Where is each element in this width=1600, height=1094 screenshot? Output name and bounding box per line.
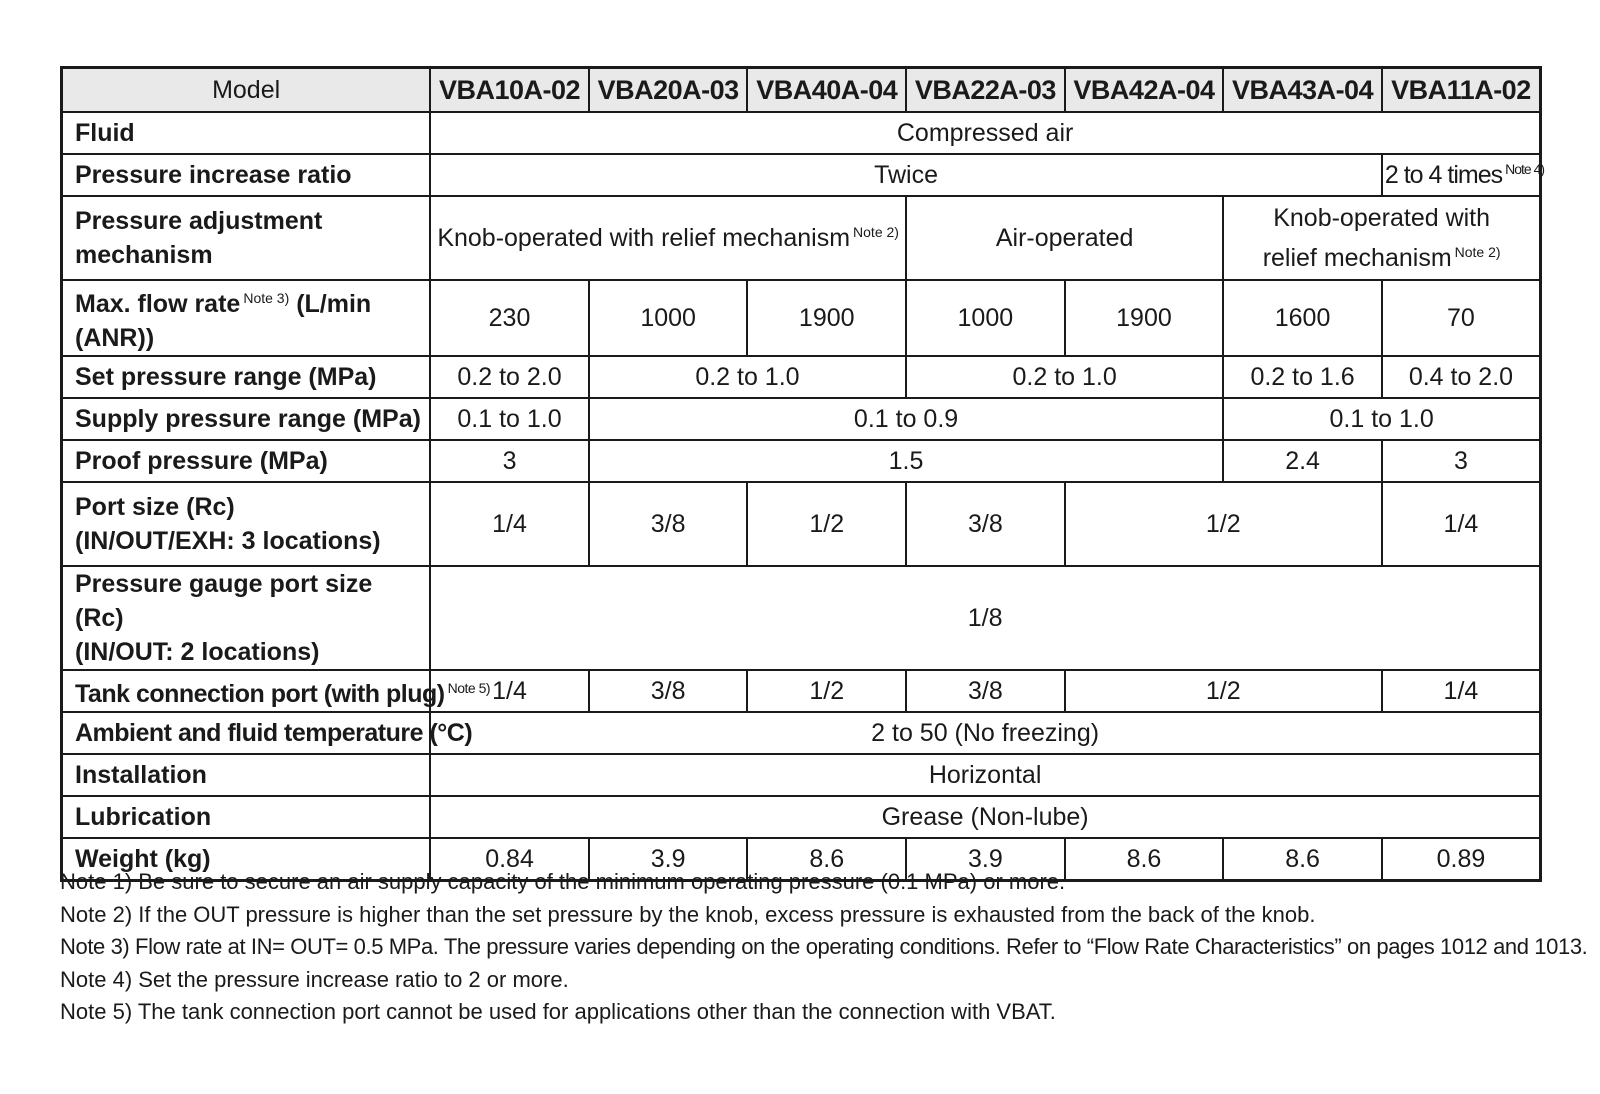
cell-text-line1: Knob-operated with [1273,204,1491,232]
table-cell: 3/8 [906,482,1065,566]
label-line1: Port size (Rc) [75,493,235,521]
table-cell: 2 to 50 (No freezing) [430,712,1540,754]
label-text: Max. flow rate [75,290,241,318]
table-cell: 0.89 [1382,838,1541,881]
table-cell: 3.9 [589,838,748,881]
row-max-flow-rate [62,280,1541,356]
row-label [62,670,491,712]
cell-text-line2 [1230,235,1533,275]
row-label: Fluid [62,112,431,154]
row-installation [62,754,1541,796]
row-fluid [62,112,1541,154]
model-header: Model [62,68,431,113]
table-cell: 1000 [589,280,748,356]
table-cell: 1/4 [1382,482,1541,566]
table-cell: 1/2 [747,482,906,566]
row-pressure-gauge-port-size [62,566,1541,670]
table-cell [1223,196,1540,280]
table-cell: 1/8 [430,566,1540,670]
table-cell: 1000 [906,280,1065,356]
table-cell: 1600 [1223,280,1382,356]
table-cell: 0.1 to 1.0 [1223,398,1540,440]
cell-text: Knob-operated with relief mechanism [437,223,851,252]
label-line2: (IN/OUT/EXH: 3 locations) [75,527,381,555]
table-cell: 0.1 to 0.9 [589,398,1223,440]
model-vba20a-03: VBA20A-03 [589,68,748,113]
table-cell: 0.2 to 1.6 [1223,356,1382,398]
model-vba11a-02: VBA11A-02 [1382,68,1541,113]
table-cell: 0.2 to 1.0 [906,356,1223,398]
table-cell: 1/4 [430,482,589,566]
header-row [62,68,1541,113]
row-pressure-increase-ratio [62,154,1541,196]
note-ref: Note 2) [1454,244,1501,260]
row-proof-pressure [62,440,1541,482]
row-label: Ambient and fluid temperature (°C) [62,712,431,754]
table-cell: 0.4 to 2.0 [1382,356,1541,398]
table-cell [430,196,906,280]
table-cell: 0.1 to 1.0 [430,398,589,440]
row-lubrication [62,796,1541,838]
label-text: Tank connection port (with plug) [75,680,445,708]
note-ref: Note 5) [447,680,491,696]
row-port-size [62,482,1541,566]
table-cell: 1/4 [1382,670,1541,712]
row-label: Pressure increase ratio [62,154,431,196]
table-cell: 1900 [747,280,906,356]
specification-table [60,66,1545,882]
row-label: Pressure adjustment mechanism [62,196,431,280]
table-cell: Air-operated [906,196,1223,280]
table-cell: 1900 [1065,280,1224,356]
note-5: Note 5) The tank connection port cannot be used for applications other than the connection with VBAT. [60,999,1056,1024]
table-cell: 3 [1382,440,1541,482]
table-cell: 8.6 [1065,838,1224,881]
table-cell: 1.5 [589,440,1223,482]
model-vba40a-04: VBA40A-04 [747,68,906,113]
table-cell: Grease (Non-lube) [430,796,1540,838]
note-ref: Note 4) [1505,160,1545,177]
row-label [62,566,431,670]
table-cell: 1/2 [1065,670,1382,712]
table-cell: 3/8 [589,482,748,566]
table-cell: 3.9 [906,838,1065,881]
note-3: Note 3) Flow rate at IN= OUT= 0.5 MPa. The pressure varies depending on the operating conditions. Refer to “Flow Rate Characteristics” on pages 1012 and 1013. [60,934,1588,959]
table-cell: 3/8 [589,670,748,712]
table-cell: 1/2 [747,670,906,712]
table-cell: 3/8 [906,670,1065,712]
table-cell: 0.84 [430,838,589,881]
note-2: Note 2) If the OUT pressure is higher than the set pressure by the knob, excess pressure is exhausted from the back of the knob. [60,901,1316,927]
table-cell: Twice [430,154,1382,196]
table-cell: 1/4 [430,670,589,712]
model-vba42a-04: VBA42A-04 [1065,68,1224,113]
row-label [62,482,431,566]
row-set-pressure-range [62,356,1541,398]
row-label: Supply pressure range (MPa) [62,398,431,440]
label-unit: (L/min (ANR)) [75,290,372,352]
row-label: Lubrication [62,796,431,838]
row-label: Proof pressure (MPa) [62,440,431,482]
note-4: Note 4) Set the pressure increase ratio to 2 or more. [60,966,569,992]
model-vba43a-04: VBA43A-04 [1223,68,1382,113]
label-line1: Pressure gauge port size (Rc) [75,570,373,632]
table-cell: 2.4 [1223,440,1382,482]
label-line2: (IN/OUT: 2 locations) [75,638,320,666]
cell-text: relief mechanism [1262,244,1452,272]
table-cell [1382,154,1545,196]
table-cell: 70 [1382,280,1541,356]
model-vba10a-02: VBA10A-02 [430,68,589,113]
row-tank-connection-port [62,670,1541,712]
table-cell: 0.2 to 1.0 [589,356,906,398]
row-supply-pressure-range [62,398,1541,440]
row-label [62,280,431,356]
table-cell: 8.6 [747,838,906,881]
cell-text: 2 to 4 times [1384,160,1503,189]
row-ambient-fluid-temperature [62,712,1541,754]
table-cell: 3 [430,440,589,482]
table-cell: 0.2 to 2.0 [430,356,589,398]
table-cell: Horizontal [430,754,1540,796]
table-cell: 1/2 [1065,482,1382,566]
model-vba22a-03: VBA22A-03 [906,68,1065,113]
footnotes [60,866,1588,1029]
note-ref: Note 2) [853,223,899,240]
table-cell: 8.6 [1223,838,1382,881]
note-ref: Note 3) [243,290,290,306]
table-cell: Compressed air [430,112,1540,154]
row-pressure-adjustment-mechanism [62,196,1541,280]
row-label: Weight (kg) [62,838,431,881]
note-1: Note 1) Be sure to secure an air supply capacity of the minimum operating pressure (0.1 MPa) or more. [60,869,1066,894]
row-label: Installation [62,754,431,796]
table-cell: 230 [430,280,589,356]
row-label: Set pressure range (MPa) [62,356,431,398]
